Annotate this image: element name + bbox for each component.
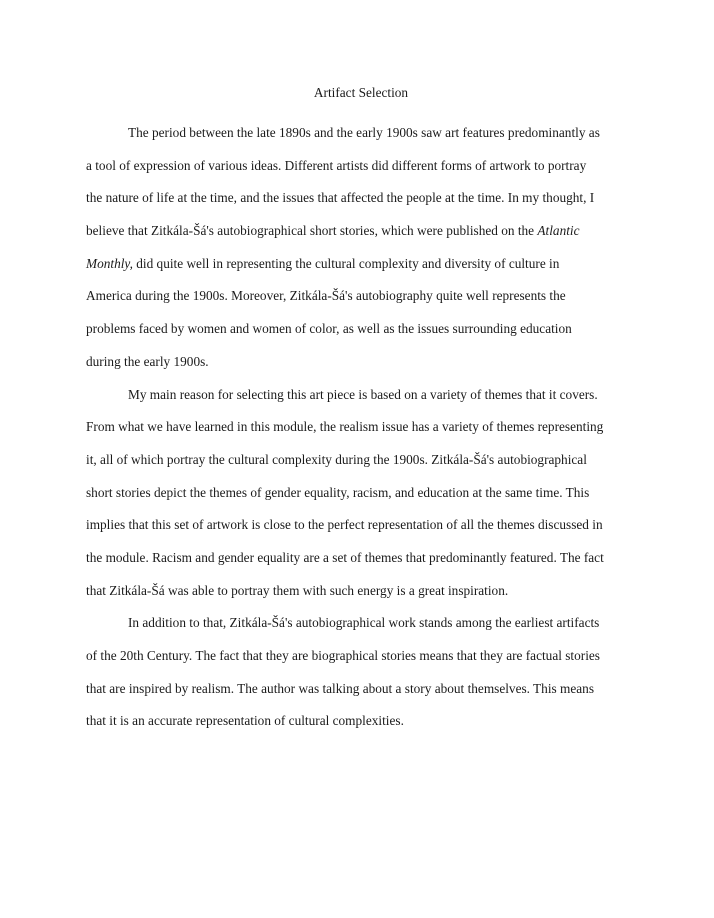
text-line: that Zitkála-Šá was able to portray them with such energy is a great inspiration. <box>86 582 509 598</box>
text-line: that are inspired by realism. The author was talking about a story about themselves. This means <box>86 680 594 696</box>
text-line: of the 20th Century. The fact that they are biographical stories means that they are factual stories <box>86 648 600 663</box>
text-line: it, all of which portray the cultural complexity during the 1900s. Zitkála-Šá's autobiographical <box>86 451 587 467</box>
text-line: believe that Zitkála-Šá's autobiographical short stories, which were published on the Atlantic <box>86 223 580 239</box>
document-body <box>86 117 642 738</box>
italic-journal-title: Atlantic <box>537 223 580 239</box>
text-line: the nature of life at the time, and the issues that affected the people at the time. In my thought, I <box>86 190 595 206</box>
paragraph-1 <box>86 117 642 379</box>
text-line: implies that this set of artwork is close to the perfect representation of all the themes discussed in <box>86 517 603 533</box>
document-title: Artifact Selection <box>313 85 409 100</box>
text-line: In addition to that, Zitkála-Šá's autobiographical work stands among the earliest artifacts <box>128 615 600 631</box>
text-line: problems faced by women and women of color, as well as the issues surrounding education <box>86 321 572 337</box>
text-line: Monthly, did quite well in representing the cultural complexity and diversity of culture in <box>86 255 560 271</box>
text-line: a tool of expression of various ideas. Different artists did different forms of artwork to portray <box>86 157 587 173</box>
text-line: during the early 1900s. <box>86 353 209 369</box>
text-line: the module. Racism and gender equality are a set of themes that predominantly featured. The fact <box>86 549 604 565</box>
text-line: short stories depict the themes of gender equality, racism, and education at the same time. This <box>86 484 590 500</box>
paragraph-3 <box>86 607 642 738</box>
paragraph-2 <box>86 379 642 608</box>
text-line: The period between the late 1890s and the early 1900s saw art features predominantly as <box>128 125 600 140</box>
italic-journal-title: Monthly, <box>86 255 133 271</box>
text-line: that it is an accurate representation of cultural complexities. <box>86 713 404 729</box>
text-line: America during the 1900s. Moreover, Zitkála-Šá's autobiography quite well represents the <box>86 288 566 304</box>
text-line: From what we have learned in this module, the realism issue has a variety of themes representing <box>86 419 604 435</box>
text-line: My main reason for selecting this art piece is based on a variety of themes that it covers. <box>128 386 598 402</box>
